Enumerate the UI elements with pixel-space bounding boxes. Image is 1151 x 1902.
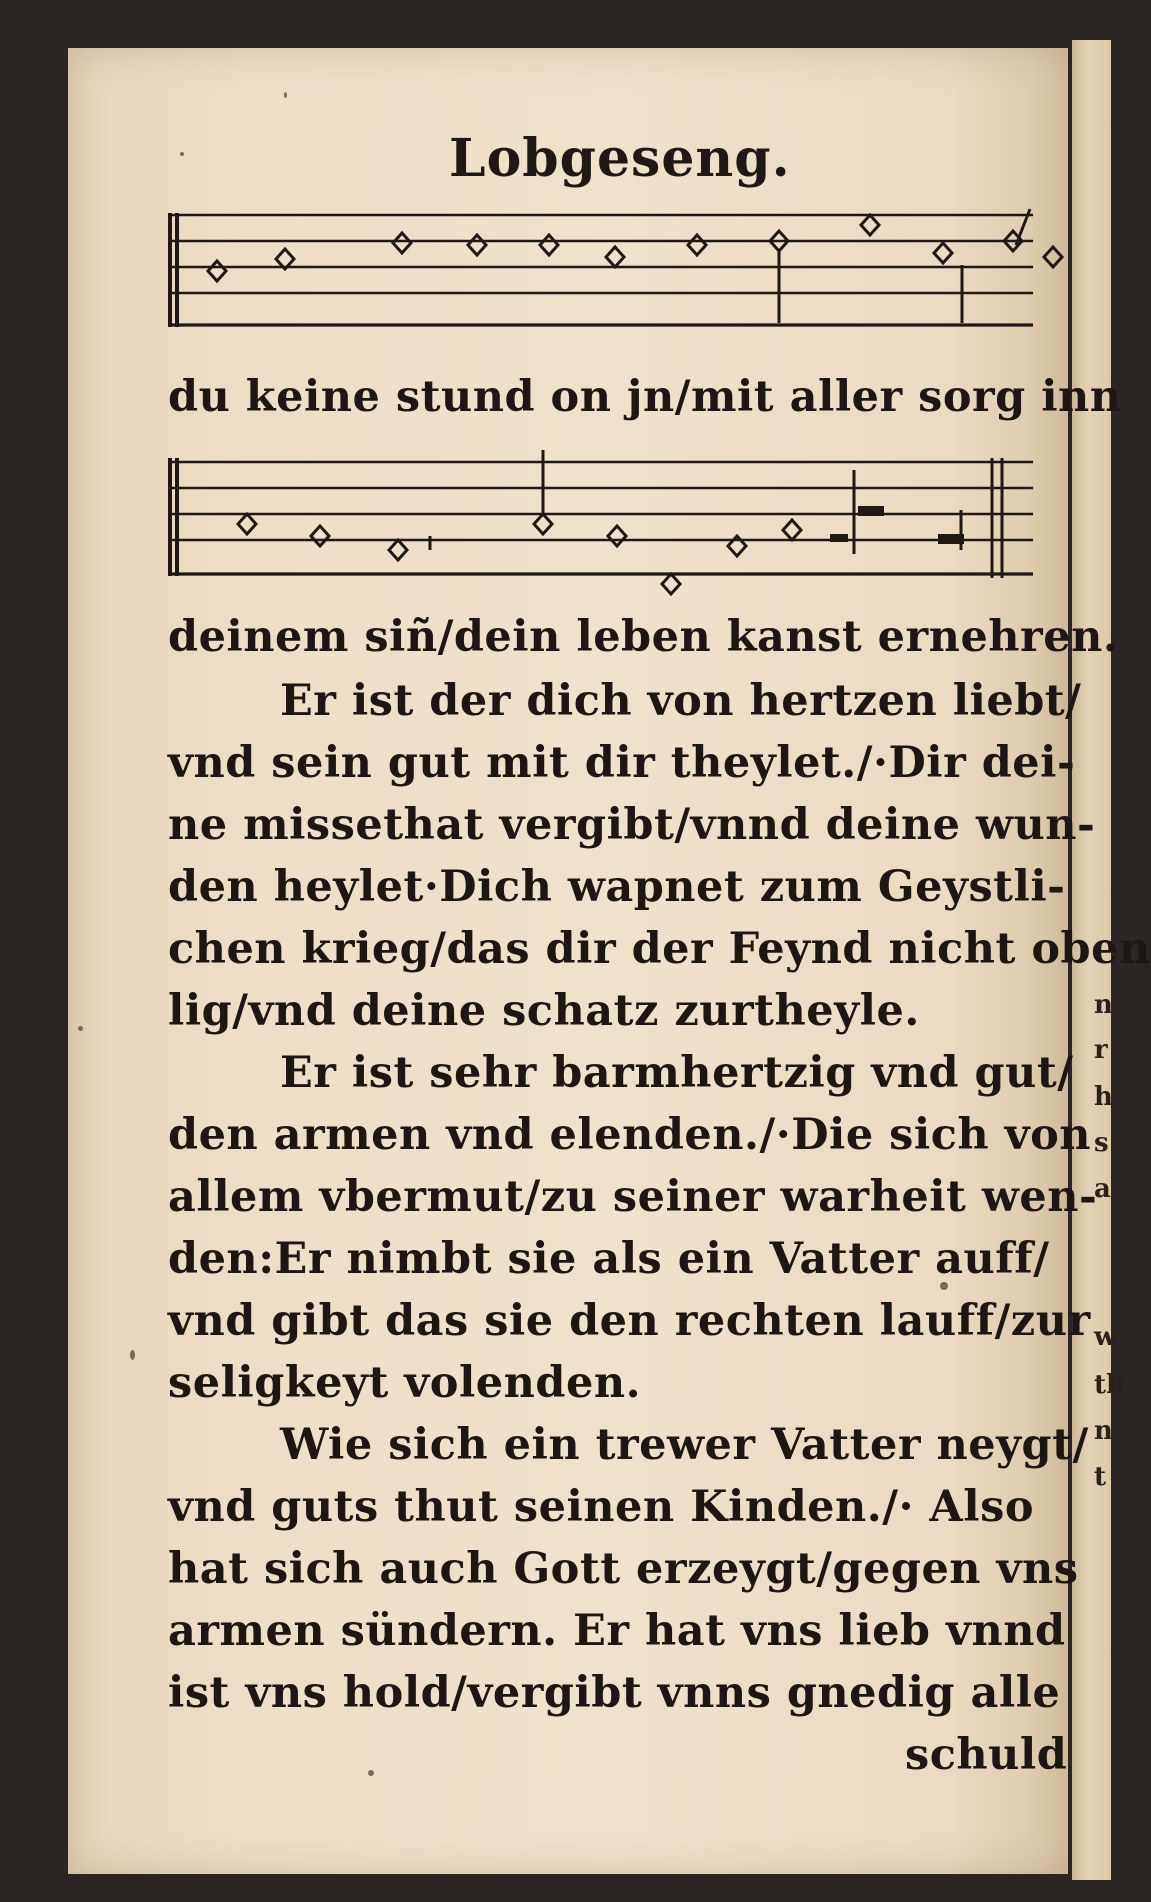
paper-speck	[368, 1770, 374, 1776]
verse-line: ist vns hold/vergibt vnns gnedig alle	[168, 1668, 1061, 1718]
verse-line: vnd gibt das sie den rechten lauff/zur	[168, 1296, 1091, 1346]
verse-line: hat sich auch Gott erzeygt/gegen vns	[168, 1544, 1079, 1594]
next-page-fragment: n	[1094, 1416, 1113, 1446]
verse-line: Wie sich ein trewer Vatter neygt/	[280, 1420, 1089, 1470]
lyric-line: du keine stund on jn/mit aller sorg inn	[168, 372, 1122, 422]
lyric-line: deinem siñ/dein leben kanst ernehren.	[168, 612, 1119, 662]
paper-speck	[180, 152, 184, 156]
verse-line: seligkeyt volenden.	[168, 1358, 642, 1408]
paper-speck	[78, 1026, 83, 1031]
next-page-fragment: a	[1094, 1174, 1111, 1204]
music-staff-2	[168, 450, 1038, 600]
verse-line: den armen vnd elenden./·Die sich von	[168, 1110, 1092, 1160]
verse-line: chen krieg/das dir der Feynd nicht oben	[168, 924, 1151, 974]
verse-line: lig/vnd deine schatz zurtheyle.	[168, 986, 920, 1036]
verse-line: den:Er nimbt sie als ein Vatter auff/	[168, 1234, 1050, 1284]
next-page-fragment: t	[1094, 1462, 1107, 1492]
next-page-fragment: w	[1094, 1322, 1117, 1352]
verse-line: Er ist sehr barmhertzig vnd gut/	[280, 1048, 1074, 1098]
page-title: Lobgeseng.	[449, 128, 791, 189]
verse-line: den heylet·Dich wapnet zum Geystli-	[168, 862, 1066, 912]
verse-line: Er ist der dich von hertzen liebt/	[280, 676, 1082, 726]
verse-line: vnd sein gut mit dir theylet./·Dir dei-	[168, 738, 1076, 788]
next-page-fragment: th	[1094, 1370, 1125, 1400]
verse-line: ne missethat vergibt/vnnd deine wun-	[168, 800, 1096, 850]
music-staff-1	[168, 205, 1038, 335]
next-page-fragment: r	[1094, 1035, 1108, 1065]
next-page-fragment: n	[1094, 990, 1113, 1020]
paper-speck	[130, 1350, 135, 1360]
next-page-fragment: h	[1094, 1082, 1113, 1112]
verse-line: allem vbermut/zu seiner warheit wen-	[168, 1172, 1098, 1222]
next-page-fragment: s	[1094, 1128, 1109, 1158]
verse-line: vnd guts thut seinen Kinden./· Also	[168, 1482, 1034, 1532]
catchword: schuld	[905, 1730, 1068, 1780]
paper-speck	[284, 92, 287, 98]
verse-line: armen sündern. Er hat vns lieb vnnd	[168, 1606, 1066, 1656]
